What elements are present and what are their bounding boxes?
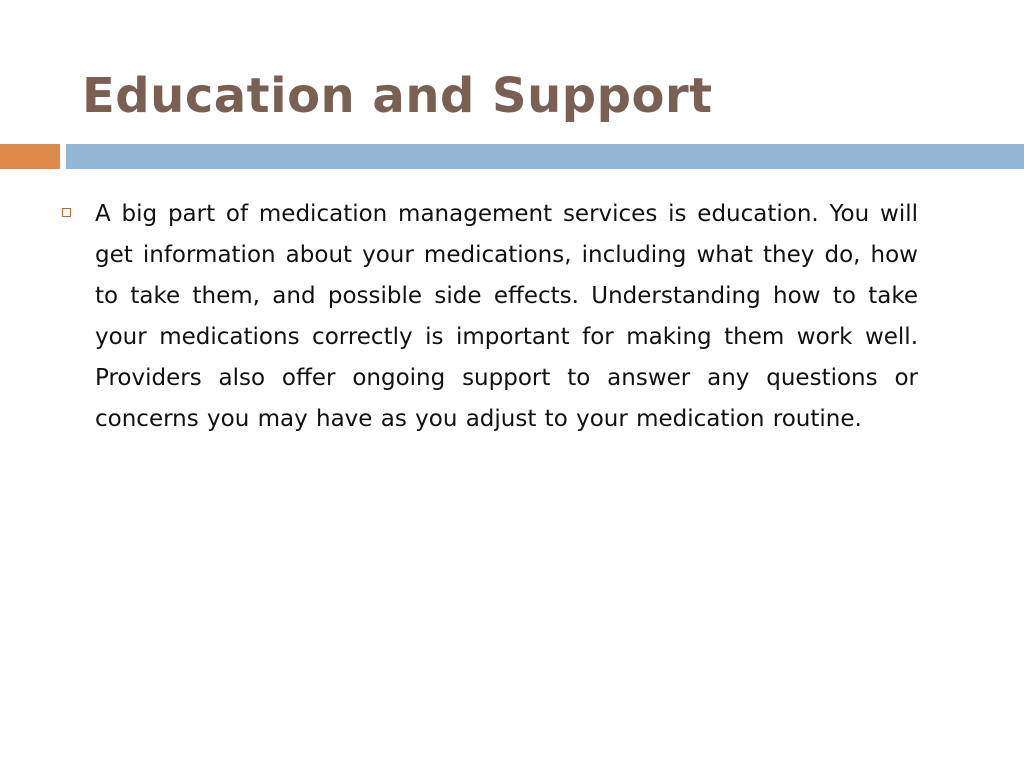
bullet-list — [60, 194, 918, 440]
slide-title: Education and Support — [82, 68, 713, 124]
accent-bar-blue — [66, 144, 1024, 169]
bullet-text: A big part of medication management services is education. You will get information about your medications, including what they do, how to take them, and possible side effects. Understanding how to take your medications correctly is important for making them work well. Providers also offer ongoing support to answer any questions or concerns you may have as you adjust to your medication routine. — [95, 201, 918, 432]
accent-bar-orange — [0, 144, 60, 169]
bullet-item — [60, 194, 918, 440]
hollow-square-bullet-icon — [62, 208, 71, 217]
